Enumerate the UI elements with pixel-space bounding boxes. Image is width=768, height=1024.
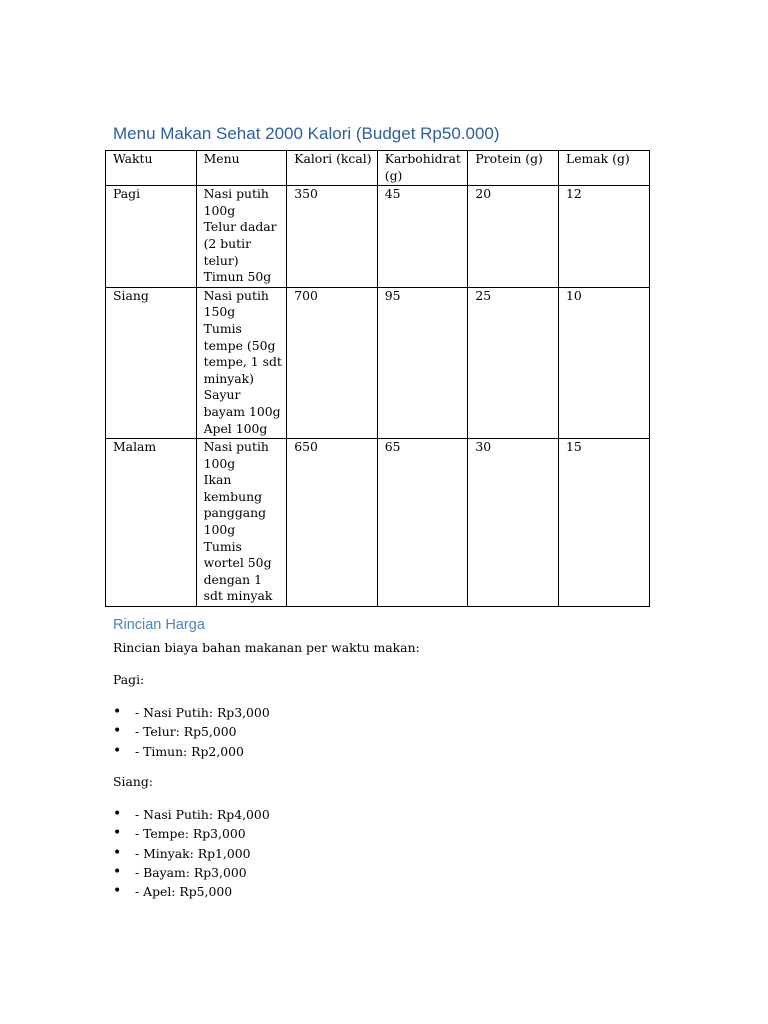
list-item-text: - Minyak: Rp1,000 bbox=[135, 845, 251, 861]
cell-kalori: 700 bbox=[287, 287, 378, 438]
menu-table bbox=[105, 150, 650, 607]
cell-menu bbox=[196, 287, 287, 438]
cell-protein: 20 bbox=[468, 186, 559, 288]
bullet-icon: • bbox=[113, 704, 122, 720]
cell-karbohidrat: 45 bbox=[377, 186, 468, 288]
siang-label: Siang: bbox=[113, 774, 153, 789]
list-item bbox=[113, 805, 270, 824]
list-item-text: - Nasi Putih: Rp3,000 bbox=[135, 705, 270, 720]
cell-lemak: 10 bbox=[558, 287, 649, 438]
cell-waktu: Malam bbox=[106, 439, 197, 607]
table-row bbox=[106, 439, 650, 607]
bullet-icon: • bbox=[113, 723, 122, 740]
cell-menu bbox=[196, 186, 287, 288]
cell-kalori: 650 bbox=[287, 439, 378, 607]
list-item-text: - Timun: Rp2,000 bbox=[135, 743, 244, 759]
list-item bbox=[113, 722, 270, 741]
list-item bbox=[113, 844, 270, 863]
list-item bbox=[113, 882, 270, 901]
bullet-icon: • bbox=[113, 863, 122, 880]
intro-paragraph: Rincian biaya bahan makanan per waktu makan: bbox=[113, 640, 420, 655]
bullet-icon: • bbox=[113, 883, 122, 900]
menu-line: Telur dadar (2 butir telur) bbox=[203, 219, 277, 268]
menu-line: Ikan kembung panggang 100g bbox=[203, 472, 267, 538]
cell-waktu: Pagi bbox=[106, 186, 197, 288]
cell-waktu: Siang bbox=[106, 287, 197, 438]
cell-karbohidrat: 65 bbox=[377, 439, 468, 607]
cell-kalori: 350 bbox=[287, 186, 378, 288]
list-item bbox=[113, 742, 270, 761]
table-row bbox=[106, 186, 650, 288]
table-header-row bbox=[106, 151, 650, 186]
pagi-label: Pagi: bbox=[113, 672, 145, 687]
list-item-text: - Bayam: Rp3,000 bbox=[135, 864, 247, 880]
list-item-text: - Apel: Rp5,000 bbox=[135, 884, 233, 900]
menu-line: Tumis wortel 50g dengan 1 sdt minyak bbox=[203, 538, 273, 604]
list-item bbox=[113, 703, 270, 722]
menu-line: Timun 50g bbox=[203, 269, 272, 285]
table-row bbox=[106, 287, 650, 438]
cell-lemak: 15 bbox=[558, 439, 649, 607]
bullet-icon: • bbox=[113, 825, 122, 842]
header-kalori: Kalori (kcal) bbox=[287, 151, 378, 186]
cell-protein: 30 bbox=[468, 439, 559, 607]
pagi-price-list bbox=[113, 703, 270, 761]
bullet-icon: • bbox=[113, 742, 122, 759]
list-item-text: - Telur: Rp5,000 bbox=[135, 724, 237, 740]
menu-line: Nasi putih 100g bbox=[203, 186, 269, 218]
cell-menu bbox=[196, 439, 287, 607]
bullet-icon: • bbox=[113, 844, 122, 861]
list-item-text: - Tempe: Rp3,000 bbox=[135, 826, 246, 842]
header-waktu: Waktu bbox=[106, 151, 197, 186]
menu-line: Nasi putih 100g bbox=[203, 439, 269, 471]
cell-karbohidrat: 95 bbox=[377, 287, 468, 438]
cell-lemak: 12 bbox=[558, 186, 649, 288]
header-lemak: Lemak (g) bbox=[558, 151, 649, 186]
menu-line: Apel 100g bbox=[203, 420, 268, 436]
cell-protein: 25 bbox=[468, 287, 559, 438]
siang-price-list bbox=[113, 805, 270, 901]
list-item bbox=[113, 863, 270, 882]
menu-line: Nasi putih 150g bbox=[203, 287, 269, 320]
header-menu: Menu bbox=[196, 151, 287, 186]
header-protein: Protein (g) bbox=[468, 151, 559, 186]
bullet-icon: • bbox=[113, 806, 122, 822]
list-item-text: - Nasi Putih: Rp4,000 bbox=[135, 807, 270, 822]
menu-line: Tumis tempe (50g tempe, 1 sdt minyak) bbox=[203, 320, 282, 386]
menu-line: Sayur bayam 100g bbox=[203, 387, 281, 419]
list-item bbox=[113, 824, 270, 843]
header-karbohidrat: Karbohidrat (g) bbox=[377, 151, 468, 186]
section-heading: Rincian Harga bbox=[113, 617, 205, 633]
document-title: Menu Makan Sehat 2000 Kalori (Budget Rp50.000) bbox=[113, 124, 500, 143]
